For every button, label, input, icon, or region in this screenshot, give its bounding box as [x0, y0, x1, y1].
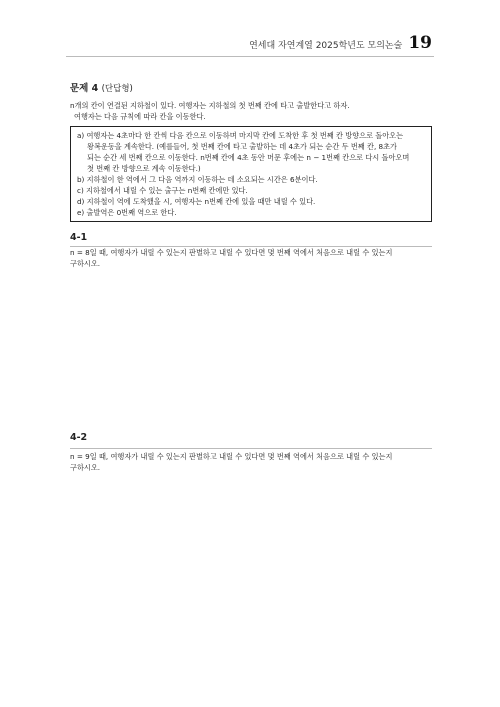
sub-question-2-line1: n = 9일 때, 여행자가 내릴 수 있는지 판별하고 내릴 수 있다면 몇 번째 역에서 처음으로 내릴 수 있는지 — [70, 452, 393, 461]
problem-intro-line1: n개의 칸이 연결된 지하철이 있다. 여행자는 지하철의 첫 번째 칸에 타고 출발한다고 하자. — [70, 101, 350, 110]
rules-box — [70, 126, 432, 222]
rule-a-line1: a) 여행자는 4초마다 한 칸씩 다음 칸으로 이동하며 마지막 칸에 도착한 후 첫 번째 칸 방향으로 돌아오는 — [77, 131, 404, 140]
rule-b: b) 지하철이 한 역에서 그 다음 역까지 이동하는 데 소요되는 시간은 6분이다. — [77, 175, 318, 184]
page-number: 19 — [408, 33, 432, 53]
problem-intro-line2: 여행자는 다음 규칙에 따라 칸을 이동한다. — [74, 112, 206, 121]
header-title: 연세대 자연계열 2025학년도 모의논술 — [249, 41, 403, 51]
sub-question-1-line2: 구하시오. — [70, 259, 101, 268]
sub-question-2-line2: 구하시오. — [70, 463, 101, 472]
problem-section — [70, 80, 432, 269]
problem-type-tag: (단답형) — [101, 84, 133, 94]
problem-number: 문제 4 — [70, 83, 99, 94]
sub-question-2-text — [70, 447, 432, 473]
page-header — [249, 33, 432, 53]
rule-c: c) 지하철에서 내릴 수 있는 출구는 n번째 칸에만 있다. — [77, 186, 248, 195]
rule-a-line3: 되는 순간 세 번째 칸으로 이동한다. n번째 칸에 4초 동안 머문 후에는 n − 1번째 칸으로 다시 돌아오며 — [87, 153, 410, 162]
sub-question-2-title: 4-2 — [70, 432, 88, 443]
rule-a — [77, 130, 425, 174]
rule-a-line4: 첫 번째 칸 방향으로 계속 이동한다.) — [87, 164, 201, 173]
sub-question-1-title: 4-1 — [70, 232, 88, 243]
sub-question-2-divider — [70, 448, 432, 449]
rule-a-line2: 왕복운동을 계속한다. (예를들어, 첫 번째 칸에 타고 출발하는 데 4초가 되는 순간 두 번째 칸, 8초가 — [87, 142, 397, 151]
sub-question-1-line1: n = 8일 때, 여행자가 내릴 수 있는지 판별하고 내릴 수 있다면 몇 번째 역에서 처음으로 내릴 수 있는지 — [70, 248, 393, 257]
rule-e: e) 출발역은 0번째 역으로 한다. — [77, 208, 177, 217]
header-divider — [66, 56, 434, 57]
rule-d: d) 지하철이 역에 도착했을 시, 여행자는 n번째 칸에 있을 때만 내릴 수 있다. — [77, 197, 316, 206]
problem-title — [70, 80, 432, 94]
